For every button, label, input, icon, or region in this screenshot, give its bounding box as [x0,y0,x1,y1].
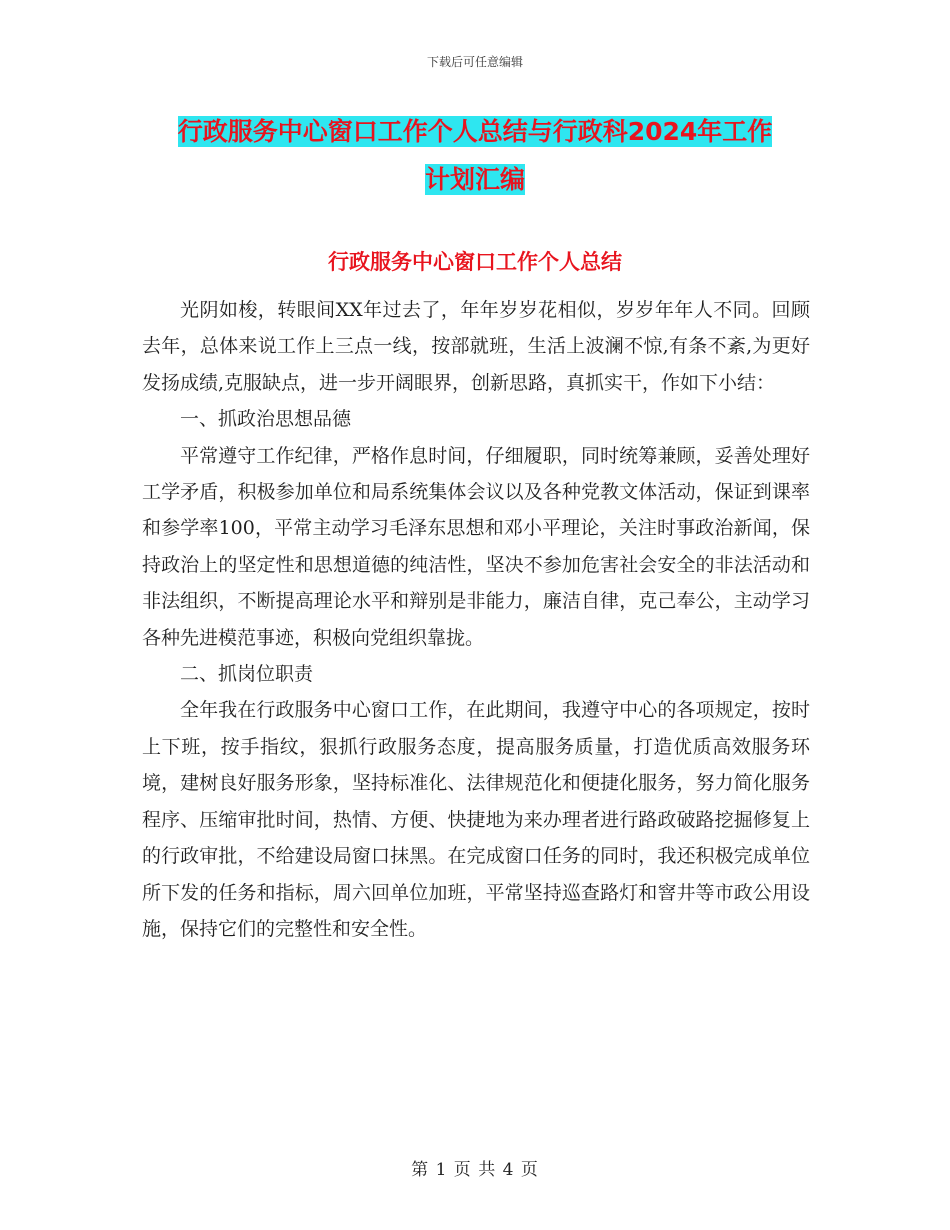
document-title [0,108,950,204]
document-body [142,292,810,947]
heading-political-morality: 一、抓政治思想品德 [180,408,352,431]
heading-job-duties: 二、抓岗位职责 [180,663,314,686]
page-number: 第 1 页 共 4 页 [411,1160,539,1180]
document-title-line-2: 计划汇编 [424,165,525,194]
job-duties-paragraph: 全年我在行政服务中心窗口工作，在此期间，我遵守中心的各项规定，按时上下班，按手指纹，狠抓行政服务态度，提高服务质量，打造优质高效服务环境，建树良好服务形象，坚持标准化、法律规范化和便捷化服务，努力简化服务程序、压缩审批时间，热情、方便、快捷地为来办理者进行路政破路挖掘修复上的行政审批，不给建设局窗口抹黑。在完成窗口任务的同时，我还积极完成单位所下发的任务和指标，周六回单位加班，平常坚持巡查路灯和窨井等市政公用设施，保持它们的完整性和安全性。 [142,699,810,940]
intro-paragraph: 光阴如梭，转眼间XX年过去了，年年岁岁花相似，岁岁年年人不同。回顾去年，总体来说工作上三点一线，按部就班，生活上波澜不惊,有条不紊,为更好发扬成绩,克服缺点，进一步开阔眼界，创新思路，真抓实干，作如下小结： [142,299,810,394]
document-title-line-1: 行政服务中心窗口工作个人总结与行政科2024年工作 [177,117,773,146]
political-morality-paragraph: 平常遵守工作纪律，严格作息时间，仔细履职，同时统筹兼顾，妥善处理好工学矛盾，积极参加单位和局系统集体会议以及各种党教文体活动，保证到课率和参学率100，平常主动学习毛泽东思想和邓小平理论，关注时事政治新闻，保持政治上的坚定性和思想道德的纯洁性，坚决不参加危害社会安全的非法活动和非法组织，不断提高理论水平和辩别是非能力，廉洁自律，克己奉公，主动学习各种先进模范事迹，积极向党组织靠拢。 [142,444,810,649]
page-header-note: 下载后可任意编辑 [426,55,523,69]
section-title: 行政服务中心窗口工作个人总结 [328,250,622,274]
